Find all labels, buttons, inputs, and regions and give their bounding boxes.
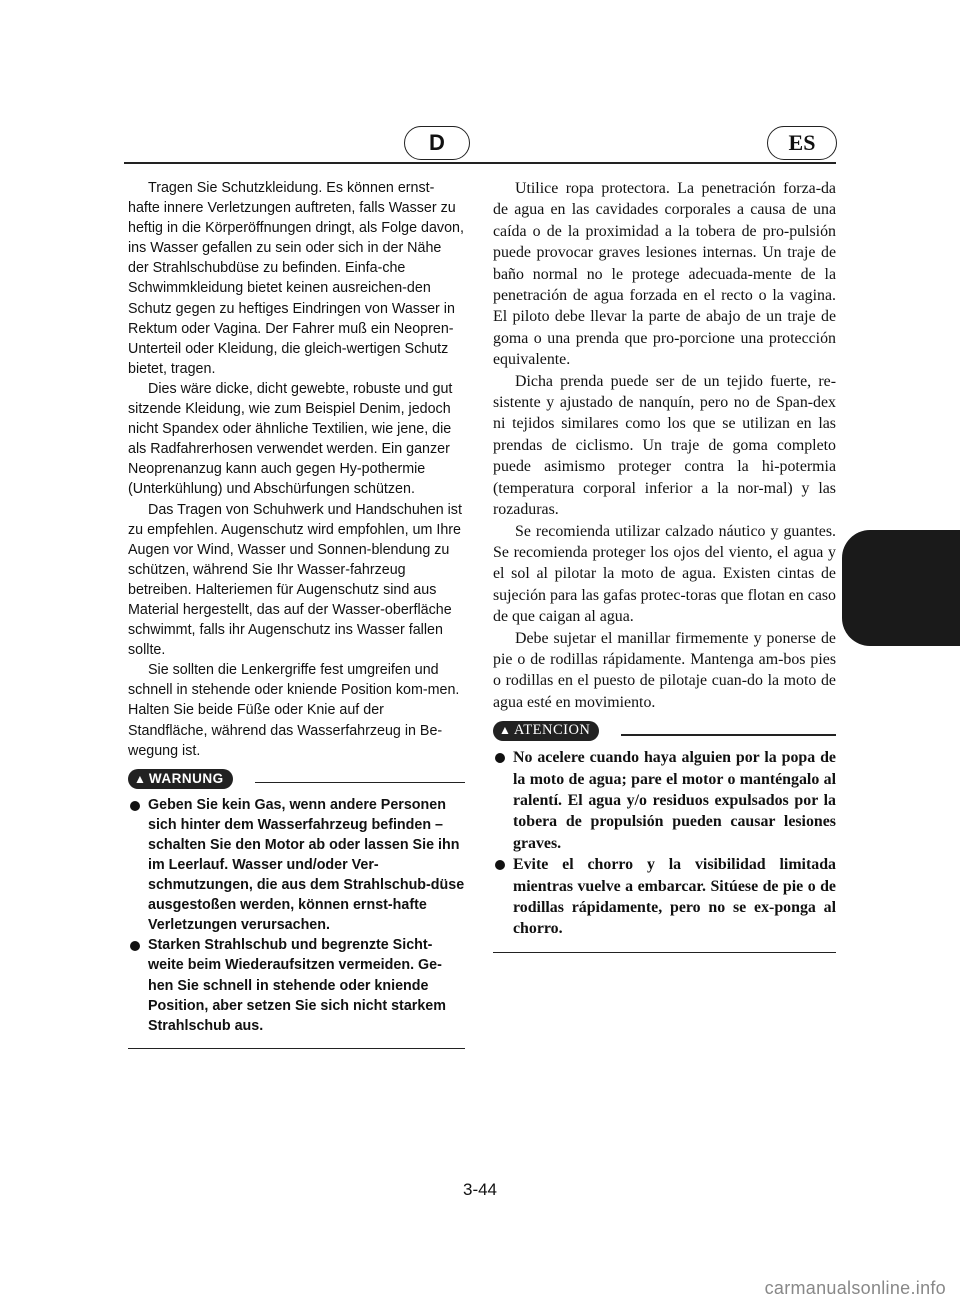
german-paragraph-1: Tragen Sie Schutzkleidung. Es können ernst-hafte innere Verletzungen auftreten, falls Wasser zu heftig in die Körperöffnungen dringt, als Folge davon, ins Wasser gefallen zu sein oder sich in der Nähe der Strahlschubdüse zu befinden. Einfa-che Schwimmkleidung bietet keinen ausreichen-den Schutz gegen zu heftiges Eindringen von Wasser in Rektum oder Vagina. Der Fahrer muß ein Neopren-Unterteil oder Kleidung, die gleich-wertigen Schutz bietet, tragen. xyxy=(128,180,464,377)
german-warning-header xyxy=(128,769,465,789)
spanish-paragraph-1: Utilice ropa protectora. La penetración forza-da de agua en las cavidades corporales a causa de una caída o de la proximidad a la tobera de pro-pulsión puede provocar graves lesiones internas. Un traje de baño normal no le protege adecuada-mente de la penetración de agua forzada en el recto o la vagina. El piloto debe llevar la parte de abajo de un traje de goma o una prenda que pro-porcione una protección equivalente. xyxy=(493,180,836,369)
spanish-warning-item-2: Evite el chorro y la visibilidad limitada mientras vuelve a embarcar. Sitúese de pie o de rodillas rápidamente, pero no se ex-ponga al chorro. xyxy=(493,854,836,940)
german-warning-list xyxy=(128,795,465,1036)
header-rule xyxy=(124,162,836,164)
spanish-warning-rule xyxy=(621,734,836,736)
german-paragraph-2: Dies wäre dicke, dicht gewebte, robuste und gut sitzende Kleidung, wie zum Beispiel Denim, jedoch nicht Spandex oder ähnliche Textilien, wie jene, die als Radfahrerhosen verwendet werden. Ein ganzer Neoprenanzug kann auch gegen Hy-pothermie (Unterkühlung) und Abschürfungen schützen. xyxy=(128,380,453,498)
german-warning-end-rule xyxy=(128,1048,465,1050)
german-warning-item-2: Starken Strahlschub und begrenzte Sicht-weite beim Wiederaufsitzen vermeiden. Ge-hen Sie schnell in stehende oder kniende Position, aber setzen Sie sich nicht starkem Strahlschub aus. xyxy=(128,935,465,1035)
page-number: 3-44 xyxy=(462,1180,498,1199)
watermark: carmanualsonline.info xyxy=(764,1278,946,1298)
language-label-spanish: ES xyxy=(767,126,837,160)
german-paragraph-3: Das Tragen von Schuhwerk und Handschuhen ist zu empfehlen. Augenschutz wird empfohlen, um Ihre Augen vor Wind, Wasser und Sonnen-blendung zu schützen, während Sie Ihr Wasser-fahrzeug betreiben. Halteriemen für Augenschutz sind aus Material hergestellt, das auf der Wasser-oberfläche schwimmt, falls ihr Augenschutz ins Wasser fallen sollte. xyxy=(128,501,462,659)
german-warning-rule xyxy=(255,782,465,784)
spanish-warning-label: ATENCION xyxy=(513,722,591,739)
spanish-paragraph-2: Dicha prenda puede ser de un tejido fuerte, re-sistente y ajustado de nanquín, pero no de Span-dex ni tejidos similares como los que se utilizan en las prendas de ciclismo. Un traje de goma completo puede asimismo proteger contra la hi-potermia (temperatura corporal inferior a la nor-mal) y las rozaduras. xyxy=(493,372,836,519)
spanish-paragraph-4: Debe sujetar el manillar firmemente y ponerse de pie o de rodillas rápidamente. Mantenga am-bos pies o rodillas en el puesto de pilotaje cuan-do la moto de agua esté en movimiento. xyxy=(493,629,836,711)
german-column xyxy=(128,178,465,1049)
warning-triangle-icon: ▲ xyxy=(134,771,146,786)
spanish-warning-header xyxy=(493,721,836,741)
german-paragraph-4: Sie sollten die Lenkergriffe fest umgreifen und schnell in stehende oder kniende Position kom-men. Halten Sie beide Füße oder Knie auf der Standfläche, während das Wasserfahrzeug in Be-wegung ist. xyxy=(128,662,460,759)
spanish-warning-badge xyxy=(493,721,599,741)
language-label-german: D xyxy=(404,126,470,160)
chapter-tab xyxy=(842,530,960,646)
spanish-warning-item-1: No acelere cuando haya alguien por la popa de la moto de agua; pare el motor o manténgalo al ralentí. El agua y/o residuos expulsados por la tobera de propulsión pueden causar lesiones graves. xyxy=(493,747,836,854)
german-warning-badge xyxy=(128,769,233,789)
spanish-warning-list xyxy=(493,747,836,940)
german-warning-label: WARNUNG xyxy=(148,770,224,786)
spanish-paragraph-3: Se recomienda utilizar calzado náutico y guantes. Se recomienda proteger los ojos del viento, el agua y el sol al pilotar la moto de agua. Existen cintas de sujeción para las gafas protec-toras que flotan en caso de que caigan al agua. xyxy=(493,522,836,626)
spanish-warning-end-rule xyxy=(493,952,836,954)
spanish-column xyxy=(493,178,836,953)
warning-triangle-icon: ▲ xyxy=(499,723,511,738)
german-warning-item-1: Geben Sie kein Gas, wenn andere Personen sich hinter dem Wasserfahrzeug befinden – schalten Sie den Motor ab oder lassen Sie ihn im Leerlauf. Wasser und/oder Ver-schmutzungen, die aus dem Strahlschub-düse ausgestoßen werden, können ernst-hafte Verletzungen verursachen. xyxy=(128,795,465,936)
